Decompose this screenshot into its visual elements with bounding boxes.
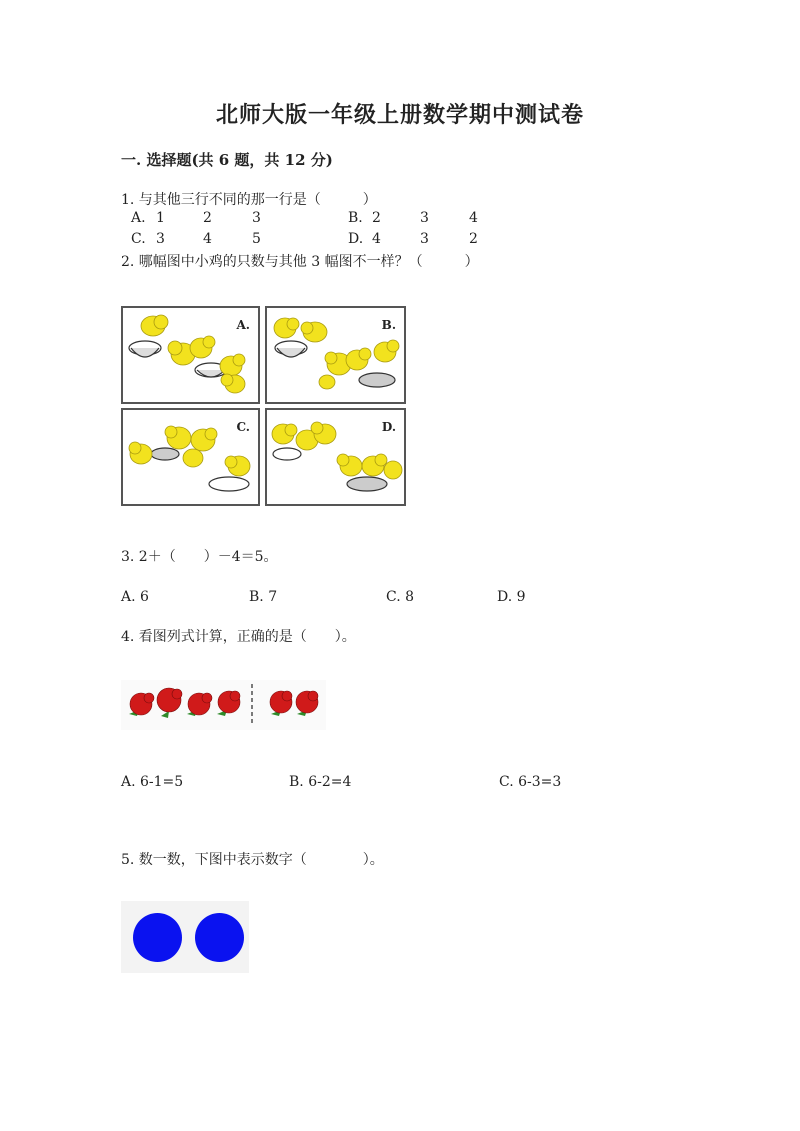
chick-panel-d <box>265 408 406 506</box>
blue-dots-figure <box>121 901 249 973</box>
question-5-text: 5. 数一数，下图中表示数字（ ）。 <box>121 852 384 868</box>
q1-option-d-value: 3 <box>420 231 429 247</box>
q1-option-b-value: 3 <box>420 210 429 226</box>
q1-option-a-value: 3 <box>252 210 261 226</box>
question-4-text: 4. 看图列式计算，正确的是（ ）。 <box>121 629 356 645</box>
q1-option-b-value: 2 <box>372 210 381 226</box>
q4-option-a: A. 6-1=5 <box>121 774 184 790</box>
panel-letter: B. <box>381 318 396 332</box>
q1-option-a-label: A. <box>131 210 146 226</box>
q1-option-c-value: 4 <box>203 231 212 247</box>
q3-option-a: A. 6 <box>121 589 149 605</box>
question-3-text: 3. 2＋（ ）－4＝5。 <box>121 549 278 565</box>
q1-option-d-label: D. <box>348 231 364 247</box>
chicks-illustration <box>123 308 258 402</box>
panel-letter: C. <box>236 420 250 434</box>
chick-panel-c <box>121 408 260 506</box>
q3-option-b: B. 7 <box>249 589 278 605</box>
panel-letter: A. <box>236 318 250 332</box>
flowers-illustration <box>121 680 326 730</box>
q3-option-c: C. 8 <box>386 589 415 605</box>
blue-dot <box>195 913 244 962</box>
chicks-illustration <box>123 410 258 504</box>
chick-panel-a <box>121 306 260 404</box>
panel-letter: D. <box>381 420 396 434</box>
q4-option-c: C. 6-3=3 <box>499 774 562 790</box>
section-heading: 一. 选择题(共 6 题，共 12 分) <box>121 151 333 169</box>
q3-option-d: D. 9 <box>497 589 526 605</box>
q1-option-a-value: 1 <box>156 210 165 226</box>
question-1-text: 1. 与其他三行不同的那一行是（ ） <box>121 192 377 208</box>
q1-option-d-value: 2 <box>469 231 478 247</box>
question-2-text: 2. 哪幅图中小鸡的只数与其他 3 幅图不一样？（ ） <box>121 254 479 270</box>
q1-option-d-value: 4 <box>372 231 381 247</box>
q1-option-c-label: C. <box>131 231 146 247</box>
q4-option-b: B. 6-2=4 <box>289 774 352 790</box>
blue-dot <box>133 913 182 962</box>
page-title: 北师大版一年级上册数学期中测试卷 <box>215 102 584 128</box>
q1-option-b-value: 4 <box>469 210 478 226</box>
q1-option-c-value: 3 <box>156 231 165 247</box>
chicks-illustration <box>267 308 404 402</box>
q1-option-a-value: 2 <box>203 210 212 226</box>
chick-panel-b <box>265 306 406 404</box>
chicks-illustration <box>267 410 404 504</box>
q1-option-b-label: B. <box>348 210 363 226</box>
q1-option-c-value: 5 <box>252 231 261 247</box>
